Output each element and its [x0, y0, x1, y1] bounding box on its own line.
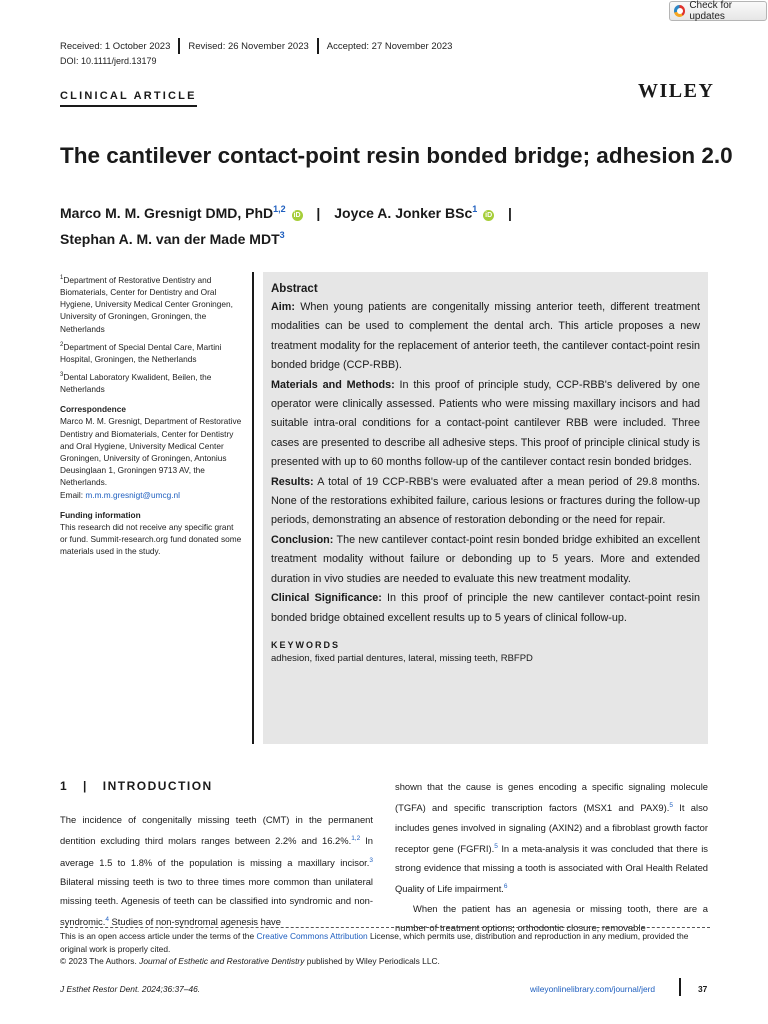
crossmark-icon	[674, 5, 685, 17]
orcid-icon[interactable]: iD	[485, 212, 493, 219]
check-for-updates-button[interactable]	[669, 1, 767, 21]
abstract-results: Results: A total of 19 CCP-RBB's were evaluated after a mean period of 29.8 months. None of the restorations exhibited failure, carious lesions or fractures during the follow-up periods, demonstrating an absence of restoration debonding or the need for repair.	[271, 475, 700, 527]
correspondence-text: Marco M. M. Gresnigt, Department of Restorative Dentistry and Biomaterials, Center for Dentistry and Oral Hygiene, University Medical Center Groningen, University of Groningen, Antonius Deusinglaan 1, Groningen 9713 AV, the Netherlands.	[60, 416, 242, 488]
funding-heading: Funding information	[60, 509, 141, 520]
accepted-date: Accepted: 27 November 2023	[326, 40, 453, 52]
abstract-significance: Clinical Significance: In this proof of principle the new cantilever contact-point resin bonded bridge obtained excellent results up to 5 years of clinical follow-up.	[271, 592, 700, 624]
body-column-left: The incidence of congenitally missing teeth (CMT) in the permanent dentition excluding third molars ranges between 2.2% and 16.2%.$^{1,2}$ In average 1.5 to 1.8% of the population is missing a maxillary incisor.$^3$ Bilateral missing teeth is two to three times more common than unilateral missing teeth. Agenesis of teeth can be classified into syndromic and non-syndromic.$^4$ Studies of non-syndromal agenesis have	[60, 814, 373, 928]
publisher-logo: WILEY	[638, 80, 715, 102]
section-separator: |	[83, 779, 88, 793]
section-title: INTRODUCTION	[102, 779, 213, 793]
abstract-rule	[252, 272, 254, 744]
revised-date: Revised: 26 November 2023	[188, 40, 309, 52]
article-type: CLINICAL ARTICLE	[60, 90, 197, 107]
doi: DOI: 10.1111/jerd.13179	[60, 56, 157, 66]
intro-paragraph-1-cont: shown that the cause is genes encoding a specific signaling molecule (TGFA) and specific transcription factors (MSX1 and PAX9).$^5$ It also includes genes involved in signaling (AXIN2) and a fibroblast growth factor receptor gene (FGFRI).$^5$ In a meta-analysis it was concluded that there is strong evidence that missing a tooth is associated with Oral Health Related Quality of Life impairment.$^6$	[395, 781, 708, 895]
author-affiliation-ref[interactable]: 3	[279, 230, 285, 240]
orcid-icon[interactable]: iD	[293, 212, 301, 219]
author-affiliation-ref[interactable]: 1	[472, 204, 478, 214]
author-list	[60, 198, 720, 250]
check-for-updates-label: Check for updates	[689, 0, 733, 22]
section-number: 1	[60, 779, 69, 793]
email-link[interactable]: m.m.m.gresnigt@umcg.nl	[85, 489, 180, 500]
citation-link[interactable]: 4	[105, 916, 109, 924]
intro-paragraph-2: When the patient has an agenesia or missing tooth, there are a number of treatment options; orthodontic closure, removable	[395, 902, 708, 933]
author-name[interactable]: Marco M. M. Gresnigt DMD, PhD	[60, 205, 274, 221]
page-number: 37	[698, 984, 708, 994]
funding-text: This research did not receive any specific grant or fund. Summit-research.org fund donated some materials used in the study.	[60, 521, 242, 557]
abstract-box	[263, 272, 708, 744]
abstract-heading: Abstract	[271, 283, 318, 295]
correspondence-heading: Correspondence	[60, 404, 126, 415]
author-separator: |	[508, 205, 512, 221]
abstract-methods: Materials and Methods: In this proof of principle study, CCP-RBB's delivered by one operator were clinically assessed. Patients who were missing maxillary incisors and had suitable intra-oral conditions for a contact-point cantilever RBB were included. Three cases are presented to describe all adhesive steps. This proof of principle clinical study is presented with up to 60 months follow-up of the cantilever contact resin bonded bridges.	[271, 378, 700, 469]
abstract-aim: Aim: When young patients are congenitally missing anterior teeth, different treatment modalities can be used to complement the dental arch. This article proposes a new treatment modality for the replacement of anterior teeth, the cantilever contact-point resin bonded bridge (CCP-RBB).	[271, 301, 700, 372]
received-date: Received: 1 October 2023	[60, 40, 171, 52]
abstract-conclusion: Conclusion: The new cantilever contact-point resin bonded bridge exhibited an excellent treatment modality without failure or debonding up to 5 years. More and extended duration in vivo studies are needed to evaluate this new treatment modality.	[271, 533, 700, 585]
article-dates	[60, 38, 452, 54]
keywords: adhesion, fixed partial dentures, lateral, missing teeth, RBFPD	[271, 652, 533, 664]
divider	[178, 38, 180, 54]
author-affiliation-ref[interactable]: 1,2	[273, 204, 286, 214]
affiliation-2: $^2$Department of Special Dental Care, Martini Hospital, Groningen, the Netherlands	[60, 341, 222, 364]
citation-link[interactable]: 5	[669, 802, 673, 810]
author-separator: |	[316, 205, 321, 221]
license-footnote: This is an open access article under the terms of the Creative Commons Attribution License, which permits use, distribution and reproduction in any medium, provided the original work is properly cited. © 2023 The Authors. Journal of Esthetic and Restorative Dentistry published by Wiley Periodicals LLC.	[60, 931, 689, 967]
footnote-rule	[60, 927, 710, 928]
correspondence-email: Email: m.m.m.gresnigt@umcg.nl	[60, 489, 180, 500]
citation-link[interactable]: 6	[503, 883, 508, 891]
author-name[interactable]: Joyce A. Jonker BSc	[334, 205, 473, 221]
affiliation-1: $^1$Department of Restorative Dentistry and Biomaterials, Center for Dentistry and Oral Hygiene, University Medical Center Groningen, University of Groningen, Groningen, the Netherlands	[60, 274, 233, 334]
affiliation-3: $^3$Dental Laboratory Kwalident, Beilen, the Netherlands	[60, 371, 212, 394]
citation-link[interactable]: 3	[369, 856, 373, 864]
journal-url-link[interactable]: wileyonlinelibrary.com/journal/jerd	[530, 984, 656, 994]
section-heading-introduction	[60, 779, 213, 793]
footer-divider	[679, 978, 681, 996]
keywords-heading: KEYWORDS	[271, 639, 341, 650]
affiliations	[60, 272, 242, 562]
cc-license-link[interactable]: Creative Commons Attribution	[256, 931, 368, 941]
citation-link[interactable]: 5	[494, 842, 498, 850]
divider	[317, 38, 319, 54]
paper-title: The cantilever contact-point resin bonded bridge; adhesion 2.0	[60, 143, 733, 168]
body-column-right	[395, 777, 708, 937]
journal-citation: J Esthet Restor Dent. 2024;36:37–46.	[60, 984, 201, 994]
citation-link[interactable]: 1,2	[351, 835, 361, 843]
author-name[interactable]: Stephan A. M. van der Made MDT	[60, 231, 280, 247]
